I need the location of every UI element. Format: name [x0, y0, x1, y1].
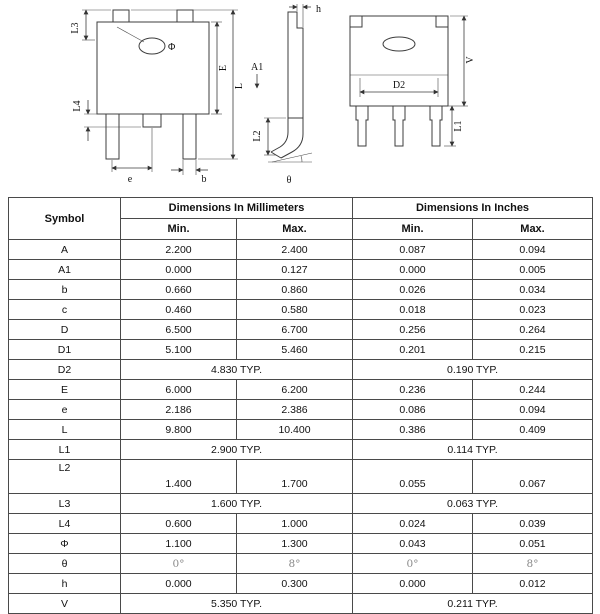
mm-max-cell: 8° [237, 554, 353, 574]
in-typ-cell: 0.211 TYP. [353, 594, 593, 614]
dimension-drawing-svg [0, 0, 600, 197]
in-max-cell: 0.067 [473, 460, 593, 494]
lead-left [106, 114, 119, 159]
symbol-cell: Φ [9, 534, 121, 554]
in-min-cell: 0.236 [353, 380, 473, 400]
in-max-cell: 0.005 [473, 260, 593, 280]
table-header-row [9, 198, 593, 219]
table-row [9, 420, 593, 440]
side-view [251, 4, 321, 186]
dim-label-b: b [201, 174, 207, 185]
table-row [9, 340, 593, 360]
in-max-cell: 0.051 [473, 534, 593, 554]
in-max-cell: 0.039 [473, 514, 593, 534]
mm-max-cell: 1.000 [237, 514, 353, 534]
mm-typ-cell: 2.900 TYP. [121, 440, 353, 460]
mm-min-cell: 0.660 [121, 280, 237, 300]
dim-label-l2: L2 [252, 130, 263, 142]
symbol-cell: L4 [9, 514, 121, 534]
header-mm-max: Max. [237, 219, 353, 240]
back-lead-2 [393, 106, 405, 146]
symbol-cell: A [9, 240, 121, 260]
in-typ-cell: 0.114 TYP. [353, 440, 593, 460]
symbol-cell: e [9, 400, 121, 420]
dim-label-l3: L3 [70, 22, 81, 34]
back-view [350, 16, 476, 146]
in-max-cell: 0.034 [473, 280, 593, 300]
mm-min-cell: 2.186 [121, 400, 237, 420]
header-mm-min: Min. [121, 219, 237, 240]
table-row [9, 240, 593, 260]
mm-min-cell: 0.000 [121, 260, 237, 280]
mm-min-cell: 0° [121, 554, 237, 574]
dim-label-theta: θ [286, 175, 292, 186]
table-row [9, 400, 593, 420]
dim-label-e: e [127, 174, 133, 185]
table-row [9, 460, 593, 494]
in-max-cell: 0.215 [473, 340, 593, 360]
in-max-cell: 0.264 [473, 320, 593, 340]
dim-label-E: E [218, 64, 229, 72]
table-row [9, 554, 593, 574]
dim-label-a1: A1 [251, 62, 264, 73]
table-row [9, 360, 593, 380]
in-max-cell: 0.409 [473, 420, 593, 440]
symbol-cell: L3 [9, 494, 121, 514]
table-row [9, 280, 593, 300]
mm-max-cell: 6.700 [237, 320, 353, 340]
mm-max-cell: 0.860 [237, 280, 353, 300]
in-max-cell: 0.012 [473, 574, 593, 594]
symbol-cell: D [9, 320, 121, 340]
table-row [9, 440, 593, 460]
symbol-cell: A1 [9, 260, 121, 280]
dim-label-h: h [316, 4, 321, 15]
in-min-cell: 0.256 [353, 320, 473, 340]
symbol-cell: L [9, 420, 121, 440]
in-min-cell: 0.026 [353, 280, 473, 300]
header-in-min: Min. [353, 219, 473, 240]
header-symbol: Symbol [9, 198, 121, 240]
symbol-cell: h [9, 574, 121, 594]
table-row [9, 534, 593, 554]
mm-max-cell: 6.200 [237, 380, 353, 400]
in-max-cell: 8° [473, 554, 593, 574]
symbol-cell: c [9, 300, 121, 320]
mm-min-cell: 6.500 [121, 320, 237, 340]
mm-min-cell: 0.000 [121, 574, 237, 594]
mm-min-cell: 1.100 [121, 534, 237, 554]
mm-max-cell: 1.700 [237, 460, 353, 494]
in-min-cell: 0.024 [353, 514, 473, 534]
back-lead-3 [430, 106, 442, 146]
header-inches: Dimensions In Inches [353, 198, 593, 219]
in-min-cell: 0.018 [353, 300, 473, 320]
dim-label-L: L [234, 82, 245, 90]
in-min-cell: 0.086 [353, 400, 473, 420]
table-row [9, 574, 593, 594]
table-row [9, 494, 593, 514]
mm-min-cell: 5.100 [121, 340, 237, 360]
in-max-cell: 0.094 [473, 400, 593, 420]
mm-max-cell: 1.300 [237, 534, 353, 554]
in-min-cell: 0° [353, 554, 473, 574]
mm-min-cell: 0.600 [121, 514, 237, 534]
in-typ-cell: 0.063 TYP. [353, 494, 593, 514]
symbol-cell: L2 [9, 460, 121, 494]
front-view [70, 10, 245, 185]
in-min-cell: 0.201 [353, 340, 473, 360]
symbol-cell: V [9, 594, 121, 614]
symbol-cell: θ [9, 554, 121, 574]
mm-min-cell: 0.460 [121, 300, 237, 320]
back-lead-1 [356, 106, 368, 146]
in-min-cell: 0.000 [353, 574, 473, 594]
in-max-cell: 0.094 [473, 240, 593, 260]
mm-max-cell: 5.460 [237, 340, 353, 360]
mm-typ-cell: 5.350 TYP. [121, 594, 353, 614]
mm-max-cell: 0.580 [237, 300, 353, 320]
mm-min-cell: 1.400 [121, 460, 237, 494]
mm-max-cell: 0.127 [237, 260, 353, 280]
dim-label-phi: Φ [168, 42, 176, 53]
symbol-cell: D1 [9, 340, 121, 360]
table-row [9, 514, 593, 534]
mm-max-cell: 10.400 [237, 420, 353, 440]
mm-min-cell: 2.200 [121, 240, 237, 260]
mm-typ-cell: 4.830 TYP. [121, 360, 353, 380]
dim-label-v: V [465, 56, 476, 64]
mounting-slot [383, 37, 415, 51]
table-row [9, 320, 593, 340]
in-min-cell: 0.386 [353, 420, 473, 440]
dim-label-l4: L4 [72, 100, 83, 112]
mm-max-cell: 0.300 [237, 574, 353, 594]
mm-min-cell: 6.000 [121, 380, 237, 400]
lead-right [183, 114, 196, 159]
symbol-cell: L1 [9, 440, 121, 460]
mm-max-cell: 2.400 [237, 240, 353, 260]
table-row [9, 260, 593, 280]
lead-middle-stub [143, 114, 161, 127]
in-max-cell: 0.023 [473, 300, 593, 320]
in-typ-cell: 0.190 TYP. [353, 360, 593, 380]
mm-max-cell: 2.386 [237, 400, 353, 420]
table-row [9, 594, 593, 614]
dim-label-l1: L1 [453, 120, 464, 132]
symbol-cell: D2 [9, 360, 121, 380]
mounting-hole [139, 38, 165, 54]
symbol-cell: b [9, 280, 121, 300]
package-outline-drawing [0, 0, 600, 197]
header-in-max: Max. [473, 219, 593, 240]
header-mm: Dimensions In Millimeters [121, 198, 353, 219]
mm-min-cell: 9.800 [121, 420, 237, 440]
in-min-cell: 0.000 [353, 260, 473, 280]
mm-typ-cell: 1.600 TYP. [121, 494, 353, 514]
symbol-cell: E [9, 380, 121, 400]
in-min-cell: 0.087 [353, 240, 473, 260]
in-max-cell: 0.244 [473, 380, 593, 400]
in-min-cell: 0.055 [353, 460, 473, 494]
table-row [9, 380, 593, 400]
dim-label-d2: D2 [392, 80, 406, 91]
in-min-cell: 0.043 [353, 534, 473, 554]
dimensions-table [8, 197, 593, 614]
table-row [9, 300, 593, 320]
